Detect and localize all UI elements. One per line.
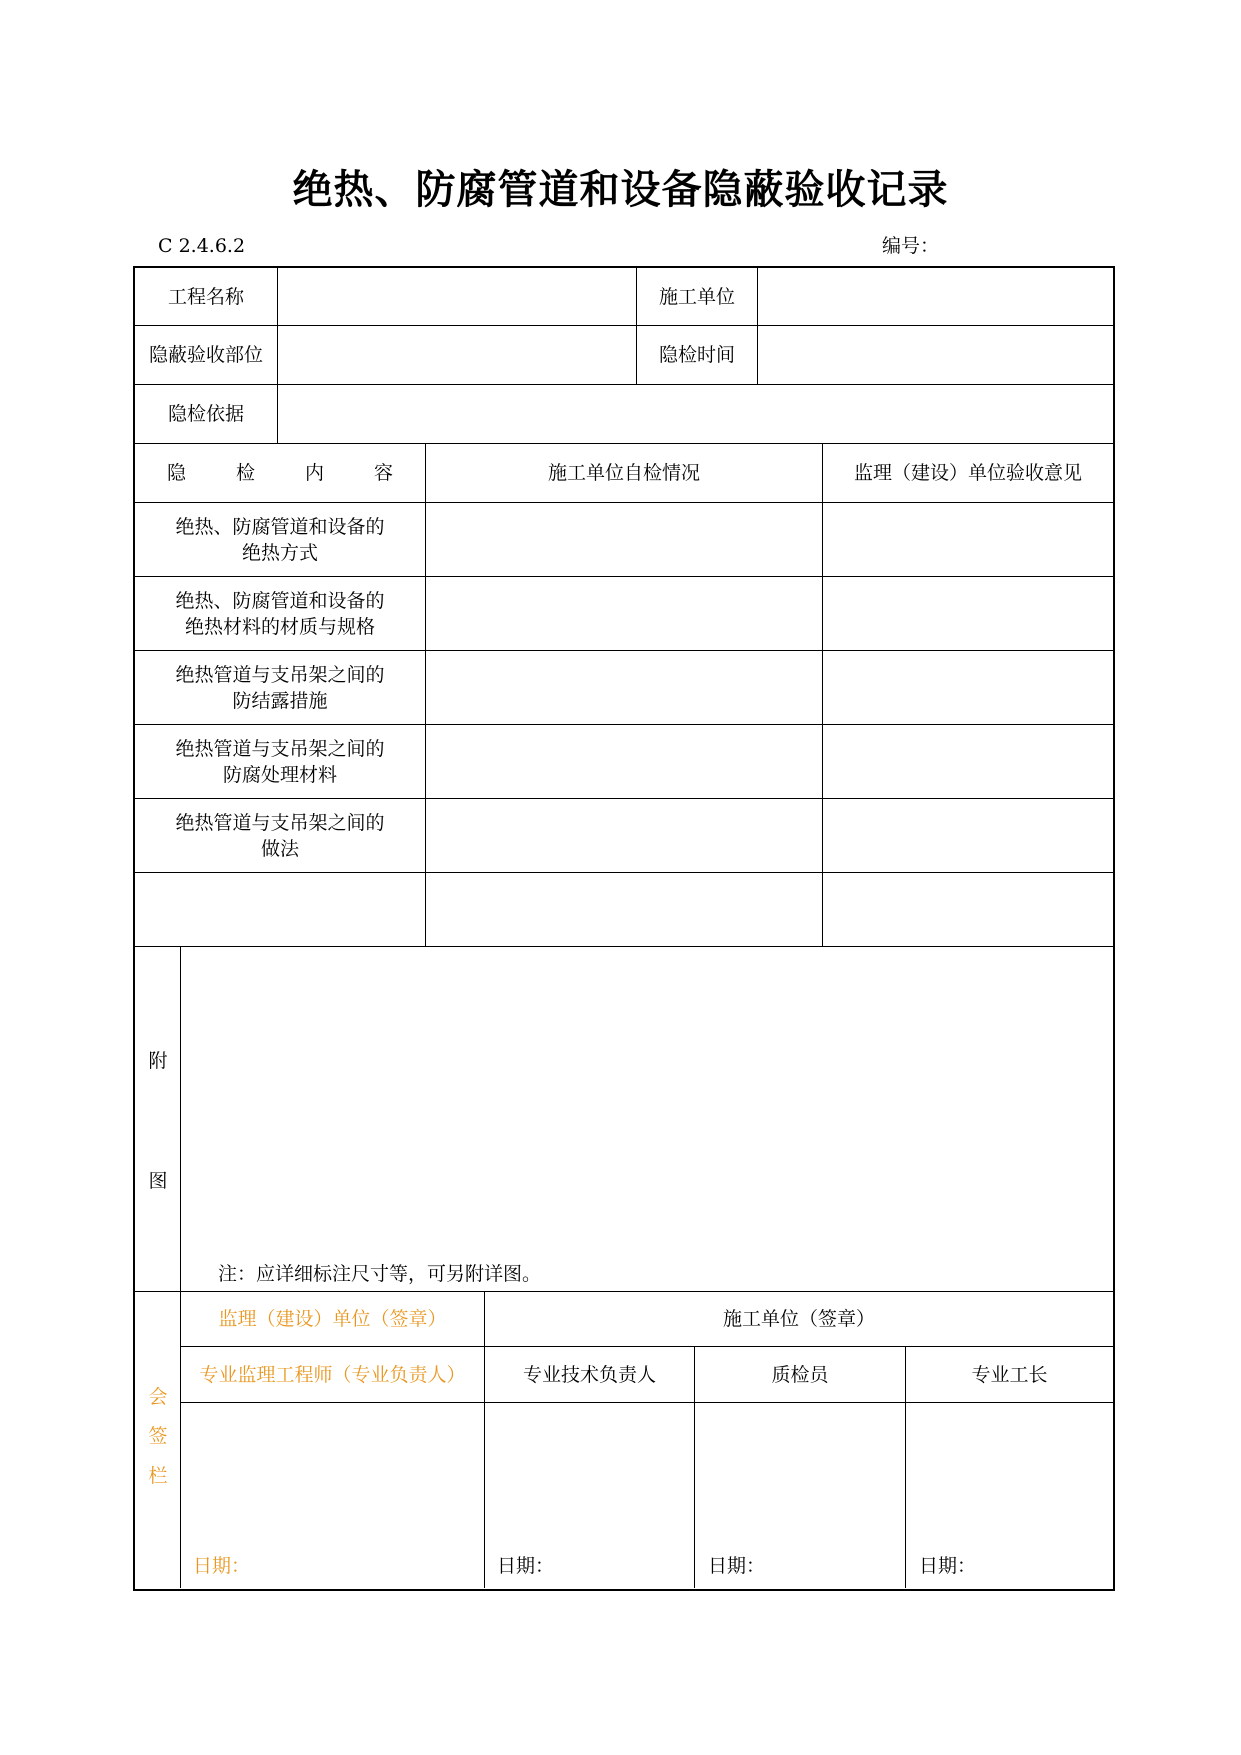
inspection-time-field[interactable] [758,326,1113,384]
item-row-5 [135,799,425,872]
item-row-4 [135,725,425,798]
tech-lead-date-label: 日期： [497,1555,555,1577]
signature-label-3: 栏 [148,1465,168,1487]
item-text: 做法 [260,837,299,860]
item-text: 绝热、防腐管道和设备的 [175,589,385,612]
supervisor-date-label: 日期： [193,1555,251,1577]
project-name-label: 工程名称 [167,285,244,308]
item-text: 防结露措施 [232,689,328,712]
item-row-3 [135,651,425,724]
supervisor-unit-seal-header: 监理（建设）单位（签章） [218,1308,447,1330]
item-text: 绝热管道与支吊架之间的 [175,663,385,686]
supervisor-opinion-column-header: 监理（建设）单位验收意见 [853,462,1082,484]
attachment-drawing-area[interactable] [181,947,1113,1291]
foreman-date-label: 日期： [919,1555,977,1577]
supervisor-engineer-header: 专业监理工程师（专业负责人） [199,1363,466,1386]
signature-label-2: 签 [148,1425,168,1447]
attachment-label-1: 附 [148,1050,168,1072]
construction-unit-label: 施工单位 [658,285,735,308]
item-text: 绝热方式 [241,541,318,564]
hidden-part-label: 隐蔽验收部位 [148,344,263,366]
construction-unit-seal-header: 施工单位（签章） [722,1308,875,1330]
foreman-header: 专业工长 [971,1363,1048,1386]
page-title: 绝热、防腐管道和设备隐蔽验收记录 [292,166,949,213]
item-row-1 [135,503,425,576]
form-code: C 2.4.6.2 [158,235,246,257]
attachment-note: 注：应详细标注尺寸等，可另附详图。 [218,1263,542,1285]
inspection-basis-label: 隐检依据 [167,403,244,425]
inspection-time-label: 隐检时间 [658,344,735,366]
item-text: 绝热管道与支吊架之间的 [175,811,385,834]
signature-label-1: 会 [148,1386,168,1408]
item-text: 绝热、防腐管道和设备的 [175,515,385,538]
self-check-column-header: 施工单位自检情况 [547,462,700,484]
inspector-date-label: 日期： [708,1555,766,1577]
record-table [133,266,1115,1591]
item-text: 绝热材料的材质与规格 [184,615,375,638]
inspector-header: 质检员 [771,1363,829,1386]
serial-number-label: 编号： [882,235,940,257]
construction-unit-field[interactable] [758,268,1113,325]
tech-lead-header: 专业技术负责人 [522,1363,656,1386]
content-column-header: 隐 检 内 容 [166,462,416,484]
project-name-field[interactable] [278,268,636,325]
inspection-basis-field[interactable] [278,385,1113,443]
item-text: 防腐处理材料 [222,763,337,786]
item-text: 绝热管道与支吊架之间的 [175,737,385,760]
attachment-label-2: 图 [148,1170,168,1192]
hidden-part-field[interactable] [278,326,636,384]
item-row-2 [135,577,425,650]
